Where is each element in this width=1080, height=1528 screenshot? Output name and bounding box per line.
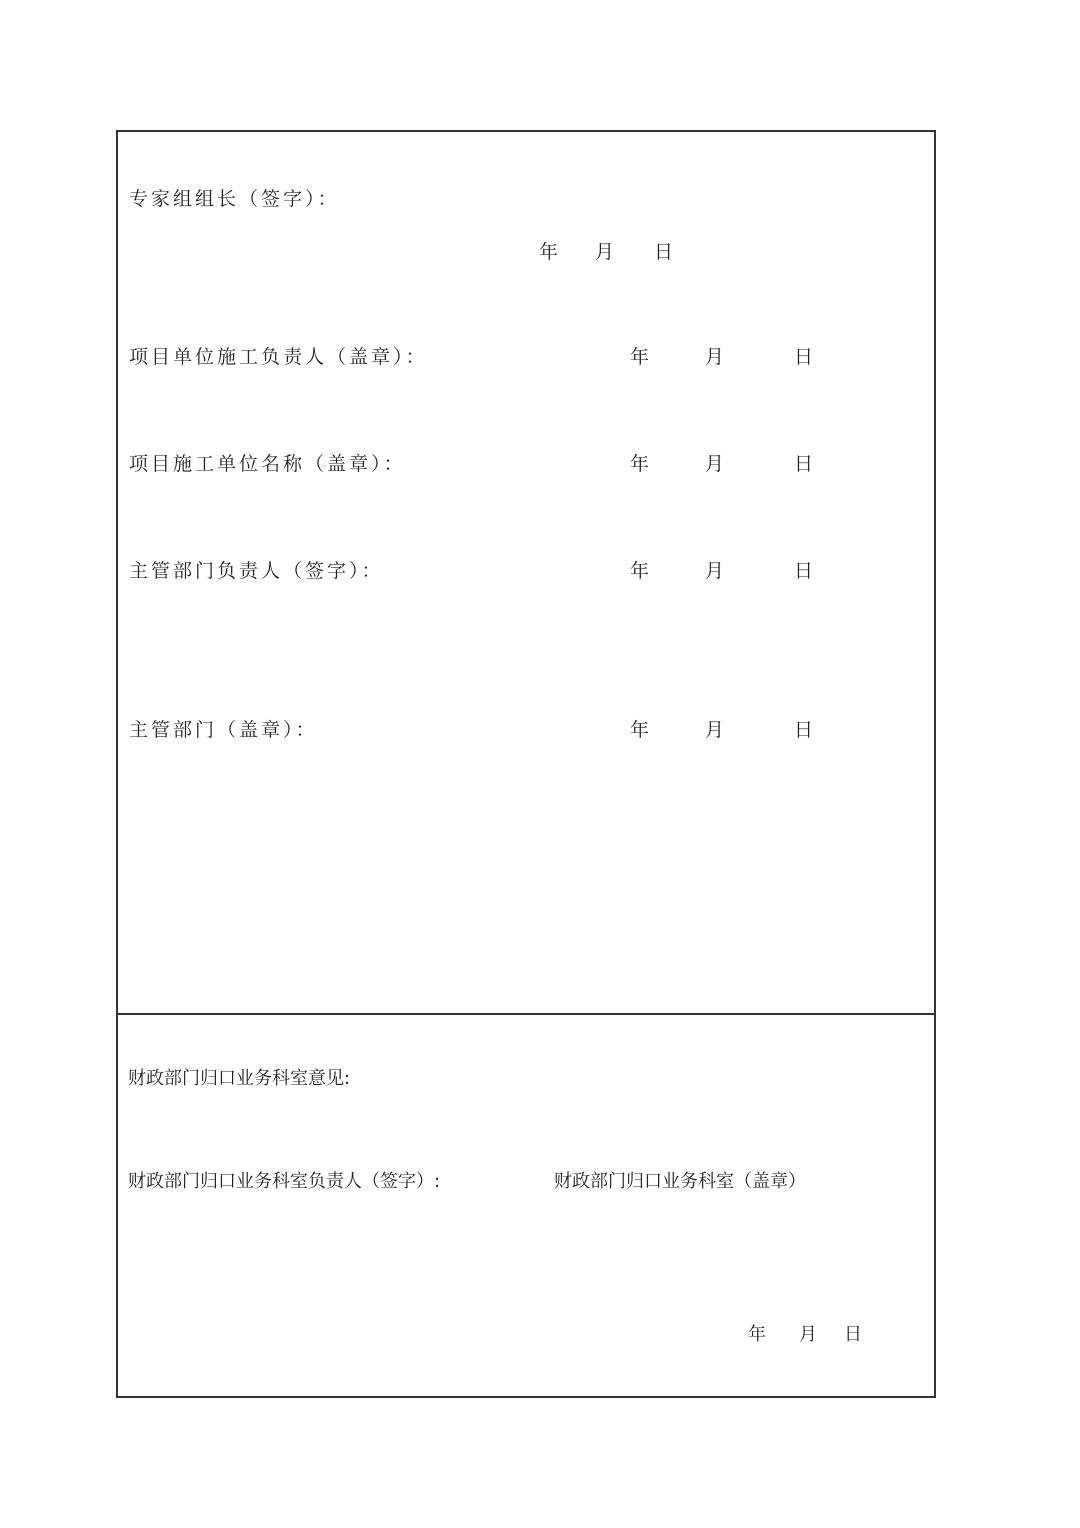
construction-unit-year: 年 [630,453,650,475]
finance-day: 日 [844,1324,862,1345]
project-unit-day: 日 [794,346,814,368]
construction-unit-day: 日 [794,453,814,475]
dept-seal-year: 年 [630,719,650,741]
expert-leader-label: 专家组组长（签字）： [129,188,340,210]
section-divider [118,1013,934,1015]
construction-unit-month: 月 [705,453,725,475]
project-unit-year: 年 [630,346,650,368]
finance-month: 月 [799,1324,817,1345]
dept-head-year: 年 [630,560,650,582]
dept-head-label: 主管部门负责人（签字）： [129,560,384,582]
finance-opinion-label: 财政部门归口业务科室意见: [128,1068,351,1089]
dept-head-month: 月 [705,560,725,582]
finance-year: 年 [748,1324,766,1345]
construction-unit-label: 项目施工单位名称（盖章）： [129,453,406,475]
expert-leader-day: 日 [654,241,674,263]
project-unit-label: 项目单位施工负责人（盖章）： [129,346,428,368]
expert-leader-year: 年 [539,241,559,263]
project-unit-month: 月 [705,346,725,368]
expert-leader-month: 月 [595,241,615,263]
approval-form-frame [116,130,936,1398]
finance-seal-label: 财政部门归口业务科室（盖章） [554,1171,806,1192]
dept-seal-label: 主管部门（盖章）： [129,719,318,741]
dept-head-day: 日 [794,560,814,582]
dept-seal-month: 月 [705,719,725,741]
dept-seal-day: 日 [794,719,814,741]
finance-head-label: 财政部门归口业务科室负责人（签字）: [128,1171,441,1192]
